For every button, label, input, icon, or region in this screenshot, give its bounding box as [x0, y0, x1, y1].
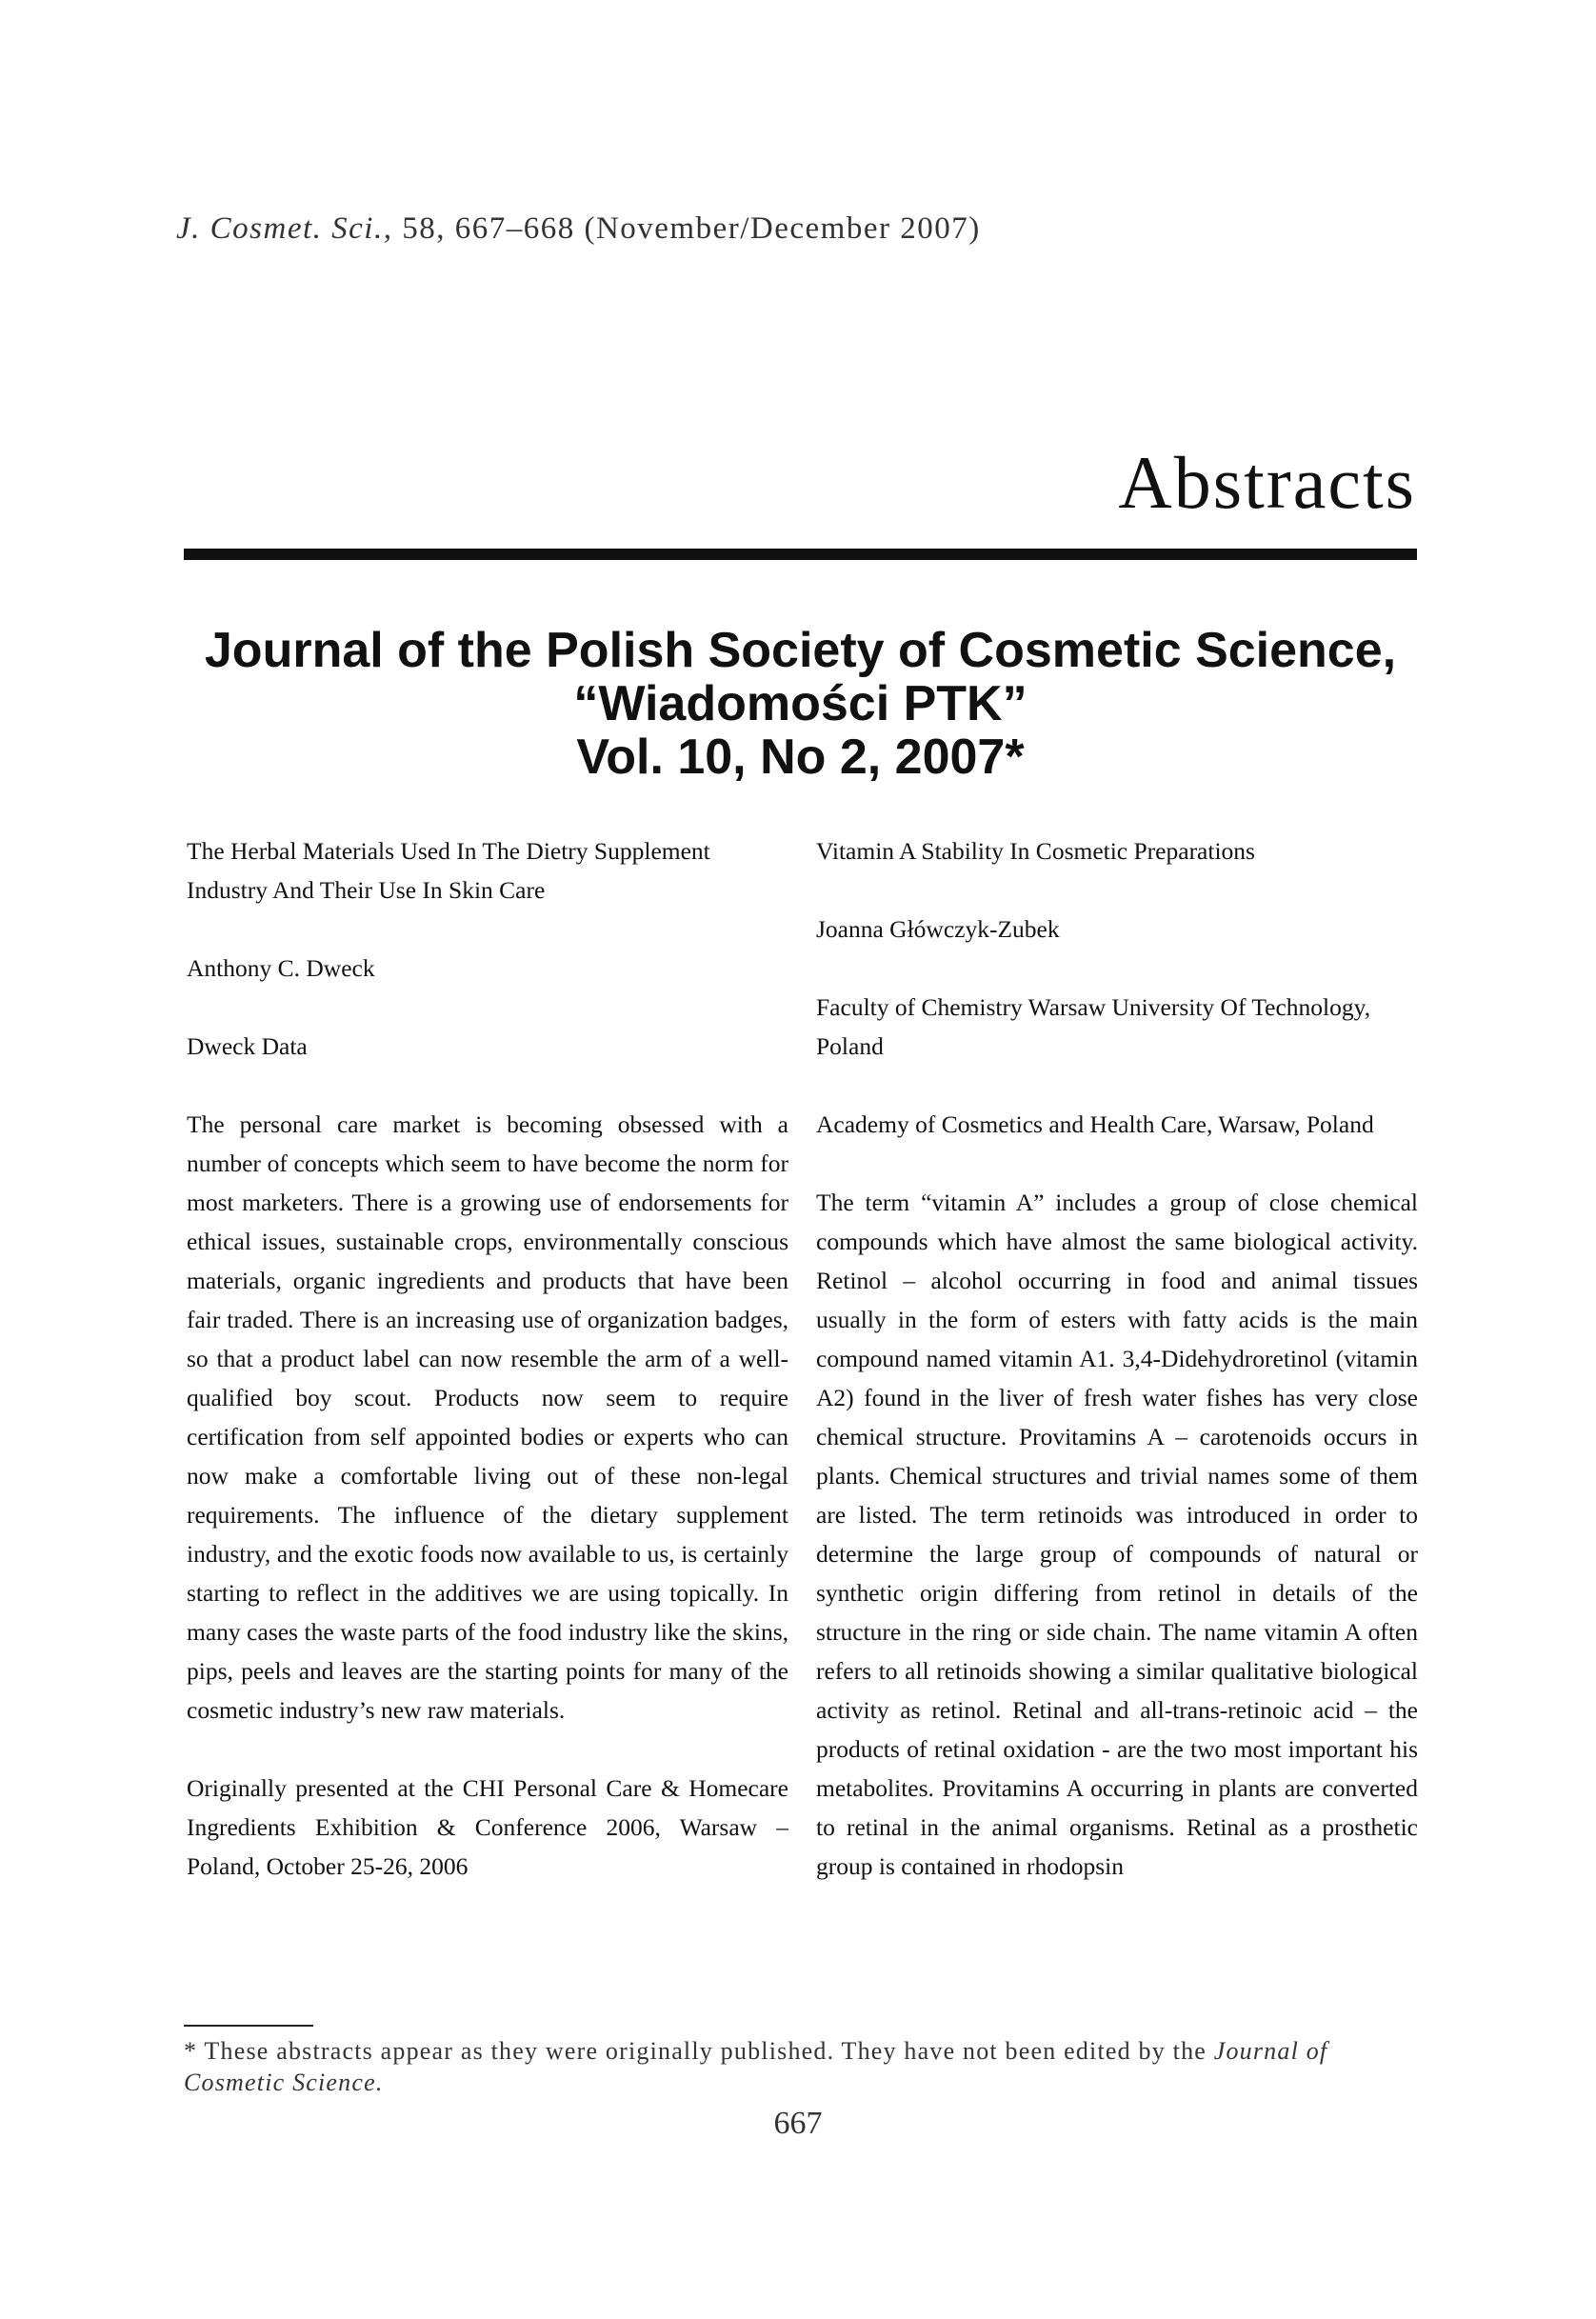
running-head-details: 58, 667–668 (November/December 2007): [402, 211, 981, 246]
section-title: Abstracts: [1118, 441, 1416, 524]
left-article-abstract: The personal care market is becoming obsessed with a number of concepts which seem to have become the norm for most marketers. There is a growing use of endorsements for ethical issues, sustainable crops, environmentally conscious materials, organic ingredients and products that have been fair traded. There is an increasing use of organization badges, so that a product label can now resemble the arm of a well-qualified boy scout. Products now seem to require certification from self appointed bodies or experts who can now make a comfortable living out of these non-legal requirements. The influence of the dietary supplement industry, and the exotic foods now available to us, is certainly starting to reflect in the additives we are using topically. In many cases the waste parts of the food industry like the skins, pips, peels and leaves are the starting points for many of the cosmetic industry’s new raw materials.: [187, 1110, 788, 1724]
left-column: [187, 831, 788, 1886]
running-head: [176, 211, 981, 247]
left-article-author: Anthony C. Dweck: [187, 954, 375, 982]
left-article-affiliation: Dweck Data: [187, 1032, 308, 1060]
left-article-note: Originally presented at the CHI Personal Care & Homecare Ingredients Exhibition & Conference 2006, Warsaw – Poland, October 25-26, 2006: [187, 1774, 788, 1880]
journal-title-line-3: Vol. 10, No 2, 2007*: [576, 730, 1025, 785]
right-column: [816, 831, 1418, 1886]
right-article-abstract: The term “vitamin A” includes a group of close chemical compounds which have almost the same biological activity. Retinol – alcohol occurring in food and animal tissues usually in the form of esters with fatty acids is the main compound named vitamin A1. 3,4-Didehydroretinol (vitamin A2) found in the liver of fresh water fishes has very close chemical structure. Provitamins A – carotenoids occurs in plants. Chemical structures and trivial names some of them are listed. The term retinoids was introduced in order to determine the large group of compounds of natural or synthetic origin differing from retinol in details of the structure in the ring or side chain. The name vitamin A often refers to all retinoids showing a similar qualitative biological activity as retinol. Retinal and all-trans-retinoic acid – the products of retinal oxidation - are the two most important his metabolites. Provitamins A occurring in plants are converted to retinal in the animal organisms. Retinal as a prosthetic group is contained in rhodopsin: [816, 1189, 1418, 1880]
footnote-text: * These abstracts appear as they were originally published. They have not been edited by the: [184, 2037, 1207, 2065]
left-article-title: The Herbal Materials Used In The Dietry Supplement Industry And Their Use In Skin Care: [187, 837, 710, 904]
journal-title: [184, 624, 1417, 784]
page-number: 667: [773, 2106, 823, 2141]
journal-title-line-2: “Wiadomości PTK”: [573, 676, 1027, 731]
title-rule: [184, 549, 1417, 560]
footnote-rule: [184, 2025, 313, 2027]
right-article-affiliation-1: Faculty of Chemistry Warsaw University Of Technology, Poland: [816, 993, 1371, 1060]
right-article-title: Vitamin A Stability In Cosmetic Preparations: [816, 837, 1255, 865]
right-article-affiliation-2: Academy of Cosmetics and Health Care, Warsaw, Poland: [816, 1110, 1374, 1138]
footnote-journal: Journal of Cosmetic Science.: [184, 2037, 1328, 2096]
journal-title-line-1: Journal of the Polish Society of Cosmetic Science,: [204, 623, 1397, 678]
right-article-author: Joanna Główczyk-Zubek: [816, 915, 1060, 943]
footnote: [184, 2035, 1417, 2098]
running-head-journal: J. Cosmet. Sci.,: [176, 211, 393, 246]
